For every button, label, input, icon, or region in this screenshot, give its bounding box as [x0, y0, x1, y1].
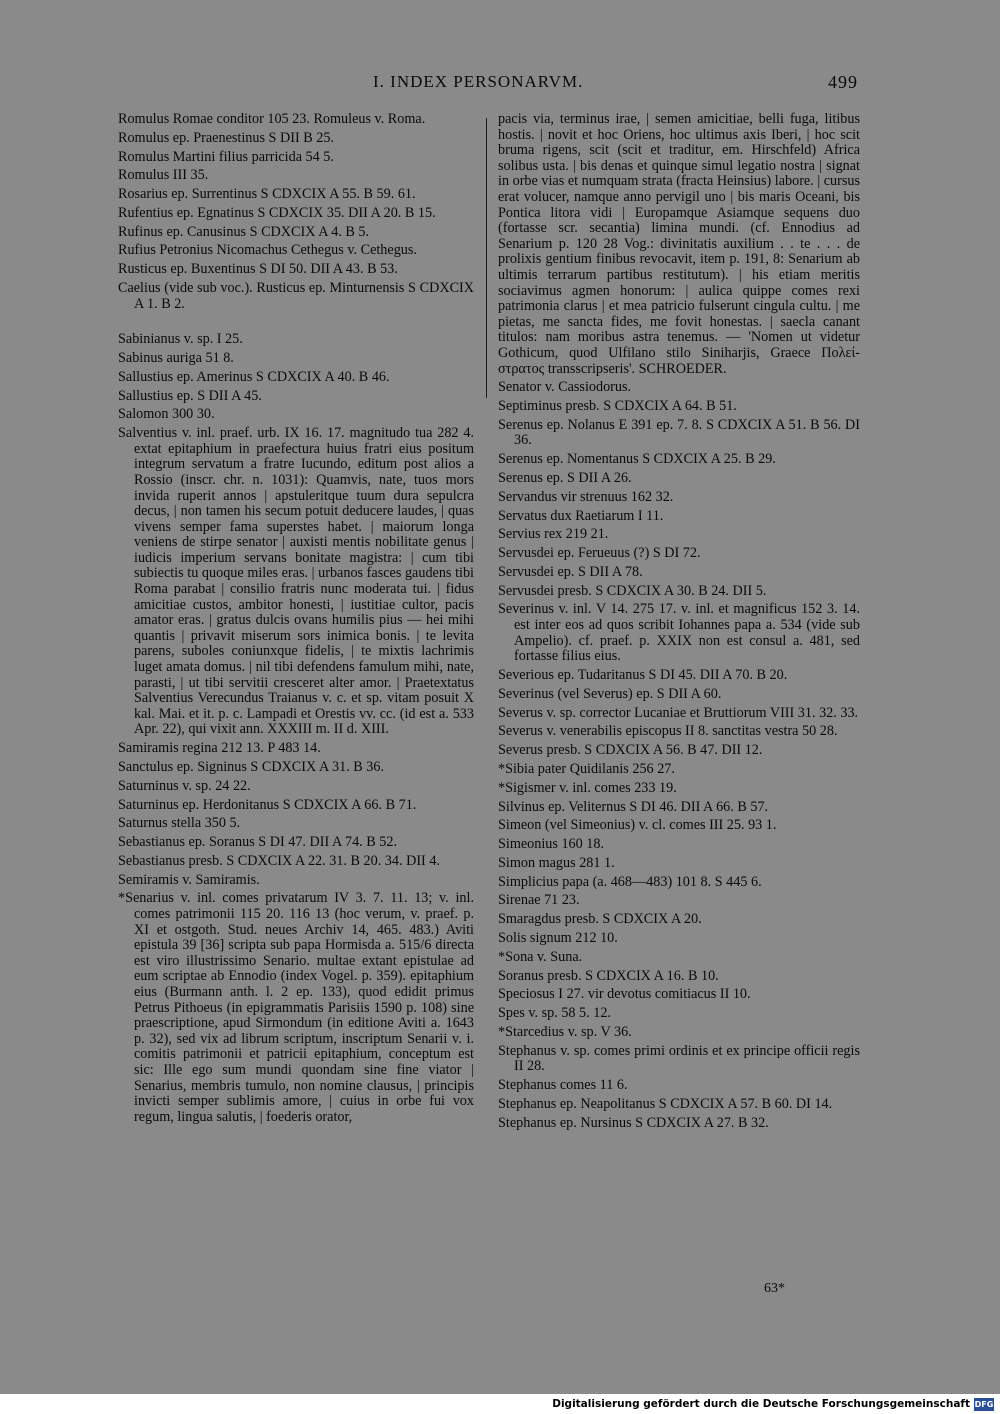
index-entry: Stephanus ep. Nursinus S CDXCIX A 27. B 32.: [498, 1114, 769, 1131]
index-entry: Servusdei presb. S CDXCIX A 30. B 24. DII 5.: [498, 582, 767, 599]
index-entry: Sallustius ep. S DII A 45.: [118, 387, 262, 404]
index-entry: Silvinus ep. Veliternus S DI 46. DII A 66. B 57.: [498, 798, 769, 815]
index-entry: Saturnus stella 350 5.: [118, 815, 241, 832]
index-entry: Romulus ep. Praenestinus S DII B 25.: [118, 129, 334, 146]
right-column: [498, 112, 860, 1134]
funding-note: Digitalisierung gefördert durch die Deutsche Forschungsgemeinschaft: [552, 1398, 970, 1410]
index-entry: Rusticus ep. Buxentinus S DI 50. DII A 43. B 53.: [118, 261, 398, 278]
page-header: [118, 72, 858, 96]
index-entry: *Sona v. Suna.: [498, 948, 583, 965]
index-entry: Romulus Romae conditor 105 23. Romuleus v. Roma.: [118, 111, 426, 127]
index-entry: Rufius Petronius Nicomachus Cethegus v. Cethegus.: [118, 242, 417, 259]
index-entry: Sabinus auriga 51 8.: [118, 350, 234, 366]
index-entry: Rosarius ep. Surrentinus S CDXCIX A 55. B 59. 61.: [118, 186, 416, 203]
dfg-logo-icon: DFG: [974, 1400, 994, 1409]
index-entry: Simon magus 281 1.: [498, 854, 615, 871]
index-entry: Serenus ep. Nolanus E 391 ep. 7. 8. S CDXCIX A 51. B 56. DI 36.: [498, 416, 860, 449]
index-entry: Rufinus ep. Canusinus S CDXCIX A 4. B 5.: [118, 223, 370, 240]
index-entry: *Starcedius v. sp. V 36.: [498, 1023, 632, 1040]
index-entry: Caelius (vide sub voc.). Rusticus ep. Minturnensis S CDXCIX A 1. B 2.: [118, 280, 474, 312]
index-entry: Romulus Martini filius parricida 54 5.: [118, 148, 334, 165]
index-entry: Speciosus I 27. vir devotus comitiacus II 10.: [498, 986, 751, 1003]
index-entry: Serenus ep. S DII A 26.: [498, 470, 632, 486]
index-entry: Severinus v. inl. V 14. 275 17. v. inl. et magnificus 152 3. 14. est inter eos ad quos scribit Iohannes papa a. 534 (vide sub Ampelio). cf. praef. p. XXIX non est consul a. 481, sed fortasse filius eius.: [498, 601, 860, 665]
index-entry: Sanctulus ep. Signinus S CDXCIX A 31. B 36.: [118, 758, 385, 775]
index-entry: Romulus III 35.: [118, 167, 209, 184]
index-entry: Severious ep. Tudaritanus S DI 45. DII A 70. B 20.: [498, 667, 788, 684]
continued-entry-text: pacis via, terminus irae, | semen amicitiae, belli fuga, litibus hostis. | novit et hoc Oriens, hoc ultimus axis Iberi, | hoc scit bruma rigens, scit (scit et traditur, em. Hirschfeld) Africa solibus usta. | bis denas et quinque simul legatio nostra | signat in orbe vias et numquam strata (fracta Heinsius) labore. | cursus erat volucer, namque anno pervigil uno | bis maris Oceani, bis Pontica litora vidi | Europamque Asiamque sequens duo (fortasse scr. secantia) limina mundi. (cf. Ennodius ad Senarium p. 120 28 Vog.: divinitatis auxilium . . te . . . de prolixis gentium finibus revocavit, item p. 191, 8: Senarium ab ultimis terrarum partibus restitutum). | his etiam meritis sociavimus agmen honorum: | aulica quippe comes rexi patrimonia clarus | et mea patricio fulserunt cingula cultu. | me pietas, me sancta fides, me fovit honestas. | saecla canant titulos: nam moribus astra tenemus. — 'Nomen ut videtur Gothicum, quod Ulfilano stilo Siniharjis, Graece Πολεί-στρατος transscripseris'. SCHROEDER.: [498, 111, 860, 377]
left-column: [118, 112, 474, 1129]
index-entry: Stephanus v. sp. comes primi ordinis et ex principe officii regis II 28.: [498, 1042, 860, 1075]
index-entry: Semiramis v. Samiramis.: [118, 871, 260, 888]
index-entry: Servius rex 219 21.: [498, 526, 609, 543]
index-entry: Rufentius ep. Egnatinus S CDXCIX 35. DII A 20. B 15.: [118, 204, 436, 221]
index-entry: Sabinianus v. sp. I 25.: [118, 331, 243, 348]
index-entry: Servatus dux Raetiarum I 11.: [498, 507, 664, 524]
index-entry: Septiminus presb. S CDXCIX A 64. B 51.: [498, 398, 737, 415]
index-entry: Servusdei ep. Ferueuus (?) S DI 72.: [498, 545, 701, 562]
page-number: 499: [828, 72, 858, 92]
index-entry: Saturninus ep. Herdonitanus S CDXCIX A 66. B 71.: [118, 796, 417, 813]
index-entry: Severus v. venerabilis episcopus II 8. sanctitas vestra 50 28.: [498, 723, 838, 740]
index-entry: *Sigismer v. inl. comes 233 19.: [498, 779, 677, 796]
index-entry: Simplicius papa (a. 468—483) 101 8. S 445 6.: [498, 873, 762, 890]
index-entry: Simeon (vel Simeonius) v. cl. comes III 25. 93 1.: [498, 817, 777, 834]
index-entry: Spes v. sp. 58 5. 12.: [498, 1005, 611, 1022]
index-entry: Severus presb. S CDXCIX A 56. B 47. DII 12.: [498, 742, 763, 759]
index-entry: Solis signum 212 10.: [498, 929, 618, 946]
index-entry: Soranus presb. S CDXCIX A 16. B 10.: [498, 967, 719, 984]
index-entry: Stephanus ep. Neapolitanus S CDXCIX A 57. B 60. DI 14.: [498, 1095, 833, 1112]
index-entry: *Sibia pater Quidilanis 256 27.: [498, 760, 675, 777]
index-entry: Simeonius 160 18.: [498, 836, 605, 853]
index-entry: Severus v. sp. corrector Lucaniae et Bruttiorum VIII 31. 32. 33.: [498, 704, 859, 721]
running-title: I. INDEX PERSONARVM.: [373, 72, 584, 91]
index-entry: Sallustius ep. Amerinus S CDXCIX A 40. B 46.: [118, 368, 390, 385]
index-entry: Severinus (vel Severus) ep. S DII A 60.: [498, 685, 722, 702]
index-entry: *Senarius v. inl. comes privatarum IV 3. 7. 11. 13; v. inl. comes patrimonii 115 20. 116 13 (hoc verum, v. praef. p. XI et ostgoth. Stud. neues Archiv 14, 465. 483.) Aviti epistula 39 [36] scripta sub papa Hormisda a. 515/6 directa est viro illustrissimo Senario. multae extant epistulae ad eum scriptae ab Ennodio (index Vogel. p. 359). epitaphium eius (Burmann anth. l. 2 ep. 133), quod edidit primus Petrus Pithoeus (in epigrammatis Parisiis 1590 p. 108) sine praescriptione, apud Sirmondum (in editione Aviti a. 1643 p. 32), sed vix ad librum scriptum, inscriptum Senarii v. i. comitis patrimonii et patricii epitaphium, conceptum est sic: Ille ego sum mundi quondam sine fine viator | Senarius, membris tumulo, non nomine clausus, | principis invicti semper sublimis amore, | cuius in orbe fui vox regum, lingua salutis, | foederis orator,: [118, 890, 474, 1125]
index-entry: Smaragdus presb. S CDXCIX A 20.: [498, 911, 702, 928]
index-entry: Servusdei ep. S DII A 78.: [498, 563, 643, 580]
index-entry: Stephanus comes 11 6.: [498, 1077, 628, 1094]
index-entry: Servandus vir strenuus 162 32.: [498, 488, 674, 505]
index-entry: Sebastianus ep. Soranus S DI 47. DII A 74. B 52.: [118, 834, 398, 851]
index-entry: Salomon 300 30.: [118, 406, 215, 423]
index-entry: Saturninus v. sp. 24 22.: [118, 777, 251, 794]
signature-mark: 63*: [764, 1281, 785, 1296]
index-entry: Senator v. Cassiodorus.: [498, 379, 632, 396]
index-entry: Serenus ep. Nomentanus S CDXCIX A 25. B 29.: [498, 451, 776, 468]
index-entry: Sirenae 71 23.: [498, 892, 580, 909]
index-entry: Sebastianus presb. S CDXCIX A 22. 31. B 20. 34. DII 4.: [118, 852, 440, 869]
column-rule: [486, 118, 487, 398]
index-entry: Samiramis regina 212 13. P 483 14.: [118, 740, 321, 757]
index-entry: Salventius v. inl. praef. urb. IX 16. 17. magnitudo tua 282 4. extat epitaphium in praefectura huius fratri eius positum integrum servatum a fratre Iucundo, editum post alios a Rossio (inscr. chr. n. 1031): Quamvis, nate, tuos mors invida ruperit annos | apstuleritque tuum dura sepulcra decus, | non tamen his secum potuit deducere laudes, | quas vivens semper fama superstes habet. | maiorum longa veniens de stirpe senator | auxisti mentis nobilitate genus | iudicis imperium servans bonitate magistra: | cum tibi subiectis tu quoque miles eras. | urbanos fasces gaudens tibi Roma parabat | consilio fratris nunc moderata tui. | fidus amicitiae custos, ambitor honesti, | iustitiae cultor, pacis amator eras. | gratus dulcis ovans humilis pius — hei mihi quantis | privavit miserum sors inimica bonis. | te levita parens, suboles coniunxque fidelis, | te mixtis lachrimis luget amata domus. | nil tibi defendens famulum mihi, nate, parasti, | ut tibi servitii cresceret alter amor. | Praetextatus Salventius Verecundus Traianus v. c. et sp. vitam posuit X kal. Mai. et it. p. c. Lampadi et Orestis vv. cc. (id est a. 533 Apr. 22), qui vixit ann. XXXIII m. II d. XIII.: [118, 425, 474, 738]
